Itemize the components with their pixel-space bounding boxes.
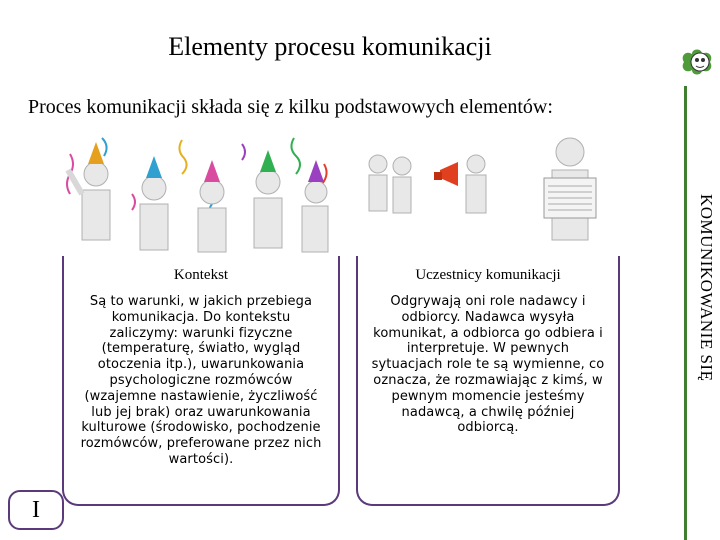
participants-card xyxy=(356,256,620,506)
side-label: KOMUNIKOWANIE SIĘ xyxy=(697,194,716,382)
participants-text: Odgrywają oni role nadawcy i odbiorcy. Nadawca wysyła komunikat, a odbiorca go odbiera i interpretuje. W pewnych sytuacjach role te są wymienne, co oznacza, że rozmawiając z kimś, w pewnym momencie jesteśmy nadawcą, a chwilę później odbiorcą. xyxy=(371,294,605,436)
context-text: Są to warunki, w jakich przebiega komunikacja. Do kontekstu zaliczymy: warunki fizyczne (temperaturę, światło, wygląd otoczenia itp.), uwarunkowania psychologiczne rozmówców (wzajemne nastawienie, życzliwość lub jej brak) oraz uwarunkowania kulturowe (środowisko, pochodzenie rozmówców, preferowane przez nich wartości). xyxy=(80,294,322,467)
context-heading: Kontekst xyxy=(173,267,229,283)
context-card xyxy=(62,256,340,506)
party-people-image xyxy=(62,134,340,258)
participants-heading: Uczestnicy komunikacji xyxy=(415,267,561,283)
communication-people-image xyxy=(356,134,620,258)
page-marker: I xyxy=(8,490,64,530)
side-divider xyxy=(684,86,687,540)
slide-title: Elementy procesu komunikacji xyxy=(168,32,492,61)
slide-subtitle: Proces komunikacji składa się z kilku podstawowych elementów: xyxy=(28,96,553,118)
mascot-logo-icon xyxy=(678,46,718,82)
